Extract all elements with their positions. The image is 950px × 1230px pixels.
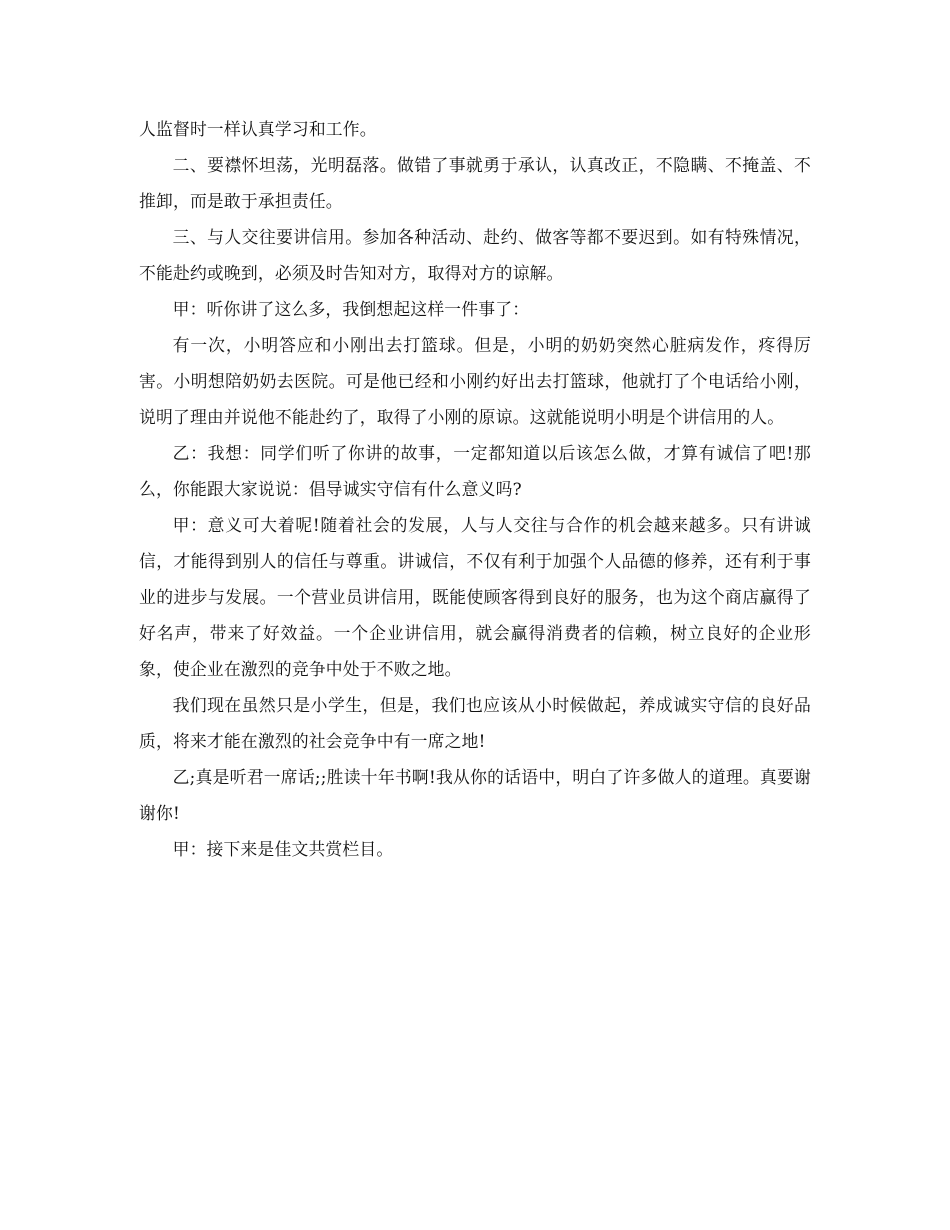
document-body	[139, 111, 811, 867]
paragraph-dialogue-yi-2: 乙;真是听君一席话;;胜读十年书啊!我从你的话语中，明白了许多做人的道理。真要谢谢你!	[139, 767, 811, 823]
paragraph-dialogue-jia-2: 甲：意义可大着呢!随着社会的发展，人与人交往与合作的机会越来越多。只有讲诚信，才能得到别人的信任与尊重。讲诚信，不仅有利于加强个人品德的修养，还有利于事业的进步与发展。一个营业员讲信用，既能使顾客得到良好的服务，也为这个商店赢得了好名声，带来了好效益。一个企业讲信用，就会赢得消费者的信赖，树立良好的企业形象，使企业在激烈的竞争中处于不败之地。	[139, 515, 811, 679]
paragraph-point-three: 三、与人交往要讲信用。参加各种活动、赴约、做客等都不要迟到。如有特殊情况，不能赴约或晚到，必须及时告知对方，取得对方的谅解。	[139, 227, 811, 283]
paragraph-dialogue-yi-1: 乙：我想：同学们听了你讲的故事，一定都知道以后该怎么做，才算有诚信了吧!那么，你能跟大家说说：倡导诚实守信有什么意义吗?	[139, 443, 811, 499]
paragraph-continuation: 人监督时一样认真学习和工作。	[139, 119, 377, 139]
paragraph-point-two: 二、要襟怀坦荡，光明磊落。做错了事就勇于承认，认真改正，不隐瞒、不掩盖、不推卸，而是敢于承担责任。	[139, 155, 811, 211]
paragraph-story: 有一次，小明答应和小刚出去打篮球。但是，小明的奶奶突然心脏病发作，疼得厉害。小明想陪奶奶去医院。可是他已经和小刚约好出去打篮球，他就打了个电话给小刚，说明了理由并说他不能赴约了，取得了小刚的原谅。这就能说明小明是个讲信用的人。	[139, 335, 811, 427]
paragraph-dialogue-jia-1: 甲：听你讲了这么多，我倒想起这样一件事了：	[172, 299, 530, 319]
paragraph-dialogue-jia-3: 甲：接下来是佳文共赏栏目。	[172, 839, 394, 859]
paragraph-students: 我们现在虽然只是小学生，但是，我们也应该从小时候做起，养成诚实守信的良好品质，将来才能在激烈的社会竞争中有一席之地!	[139, 695, 811, 751]
